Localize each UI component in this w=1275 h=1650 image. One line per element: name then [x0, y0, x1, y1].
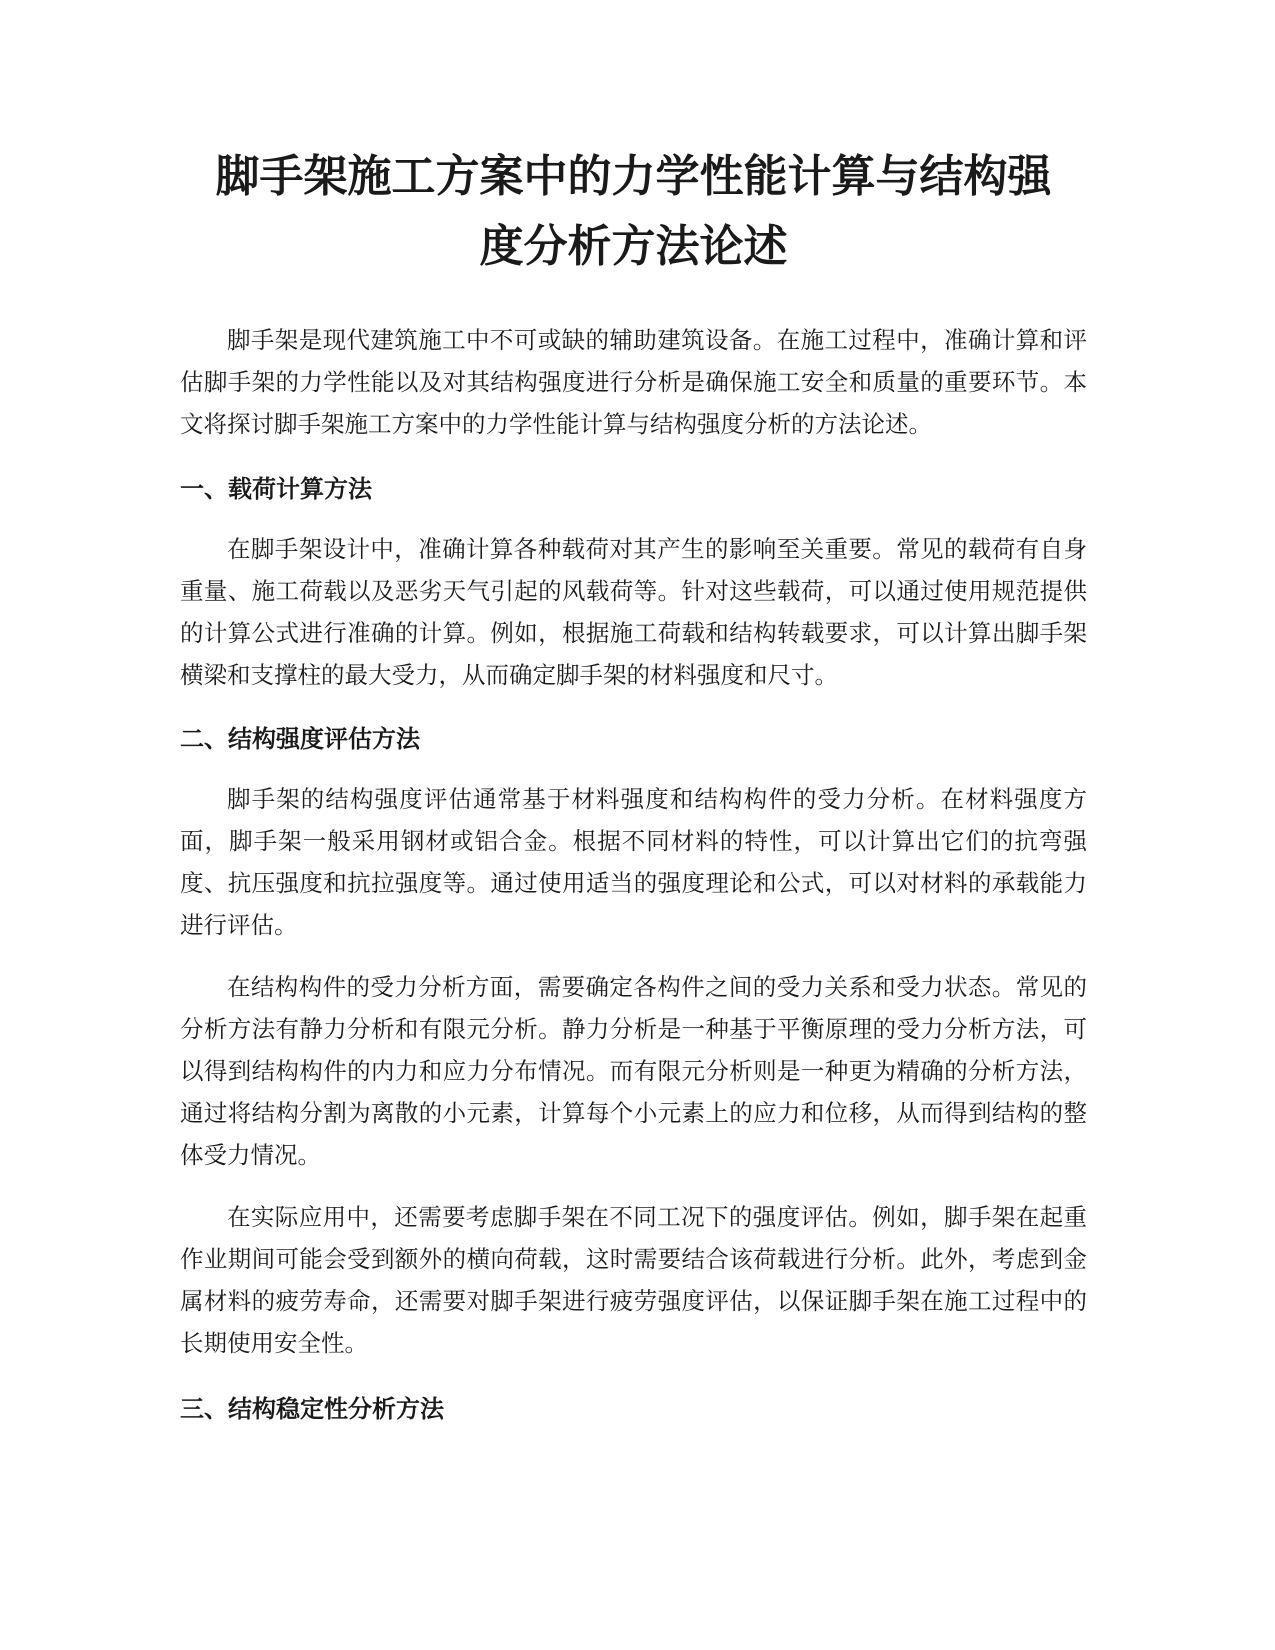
section-paragraph: 脚手架的结构强度评估通常基于材料强度和结构构件的受力分析。在材料强度方面，脚手架一般采用钢材或铝合金。根据不同材料的特性，可以计算出它们的抗弯强度、抗压强度和抗拉强度等。通过使用适当的强度理论和公式，可以对材料的承载能力进行评估。	[180, 785, 1087, 939]
section-paragraph: 在脚手架设计中，准确计算各种载荷对其产生的影响至关重要。常见的载荷有自身重量、施工荷载以及恶劣天气引起的风载荷等。针对这些载荷，可以通过使用规范提供的计算公式进行准确的计算。例如，根据施工荷载和结构转载要求，可以计算出脚手架横梁和支撑柱的最大受力，从而确定脚手架的材料强度和尺寸。	[180, 535, 1087, 689]
section-heading-stability-analysis: 三、结构稳定性分析方法	[180, 1395, 444, 1423]
section-paragraph: 在实际应用中，还需要考虑脚手架在不同工况下的强度评估。例如，脚手架在起重作业期间可能会受到额外的横向荷载，这时需要结合该荷载进行分析。此外，考虑到金属材料的疲劳寿命，还需要对脚手架进行疲劳强度评估，以保证脚手架在施工过程中的长期使用安全性。	[180, 1203, 1087, 1357]
section-paragraph: 在结构构件的受力分析方面，需要确定各构件之间的受力关系和受力状态。常见的分析方法有静力分析和有限元分析。静力分析是一种基于平衡原理的受力分析方法，可以得到结构构件的内力和应力分布情况。而有限元分析则是一种更为精确的分析方法，通过将结构分割为离散的小元素，计算每个小元素上的应力和位移，从而得到结构的整体受力情况。	[180, 973, 1087, 1169]
section-heading-strength-evaluation: 二、结构强度评估方法	[180, 725, 420, 753]
title-line-2: 度分析方法论述	[479, 221, 788, 272]
document-page	[180, 142, 1087, 1426]
intro-paragraph: 脚手架是现代建筑施工中不可或缺的辅助建筑设备。在施工过程中，准确计算和评估脚手架的力学性能以及对其结构强度进行分析是确保施工安全和质量的重要环节。本文将探讨脚手架施工方案中的力学性能计算与结构强度分析的方法论述。	[180, 326, 1087, 438]
document-title	[180, 142, 1087, 282]
title-line-1: 脚手架施工方案中的力学性能计算与结构强	[215, 151, 1052, 202]
section-heading-load-calculation: 一、载荷计算方法	[180, 475, 372, 503]
